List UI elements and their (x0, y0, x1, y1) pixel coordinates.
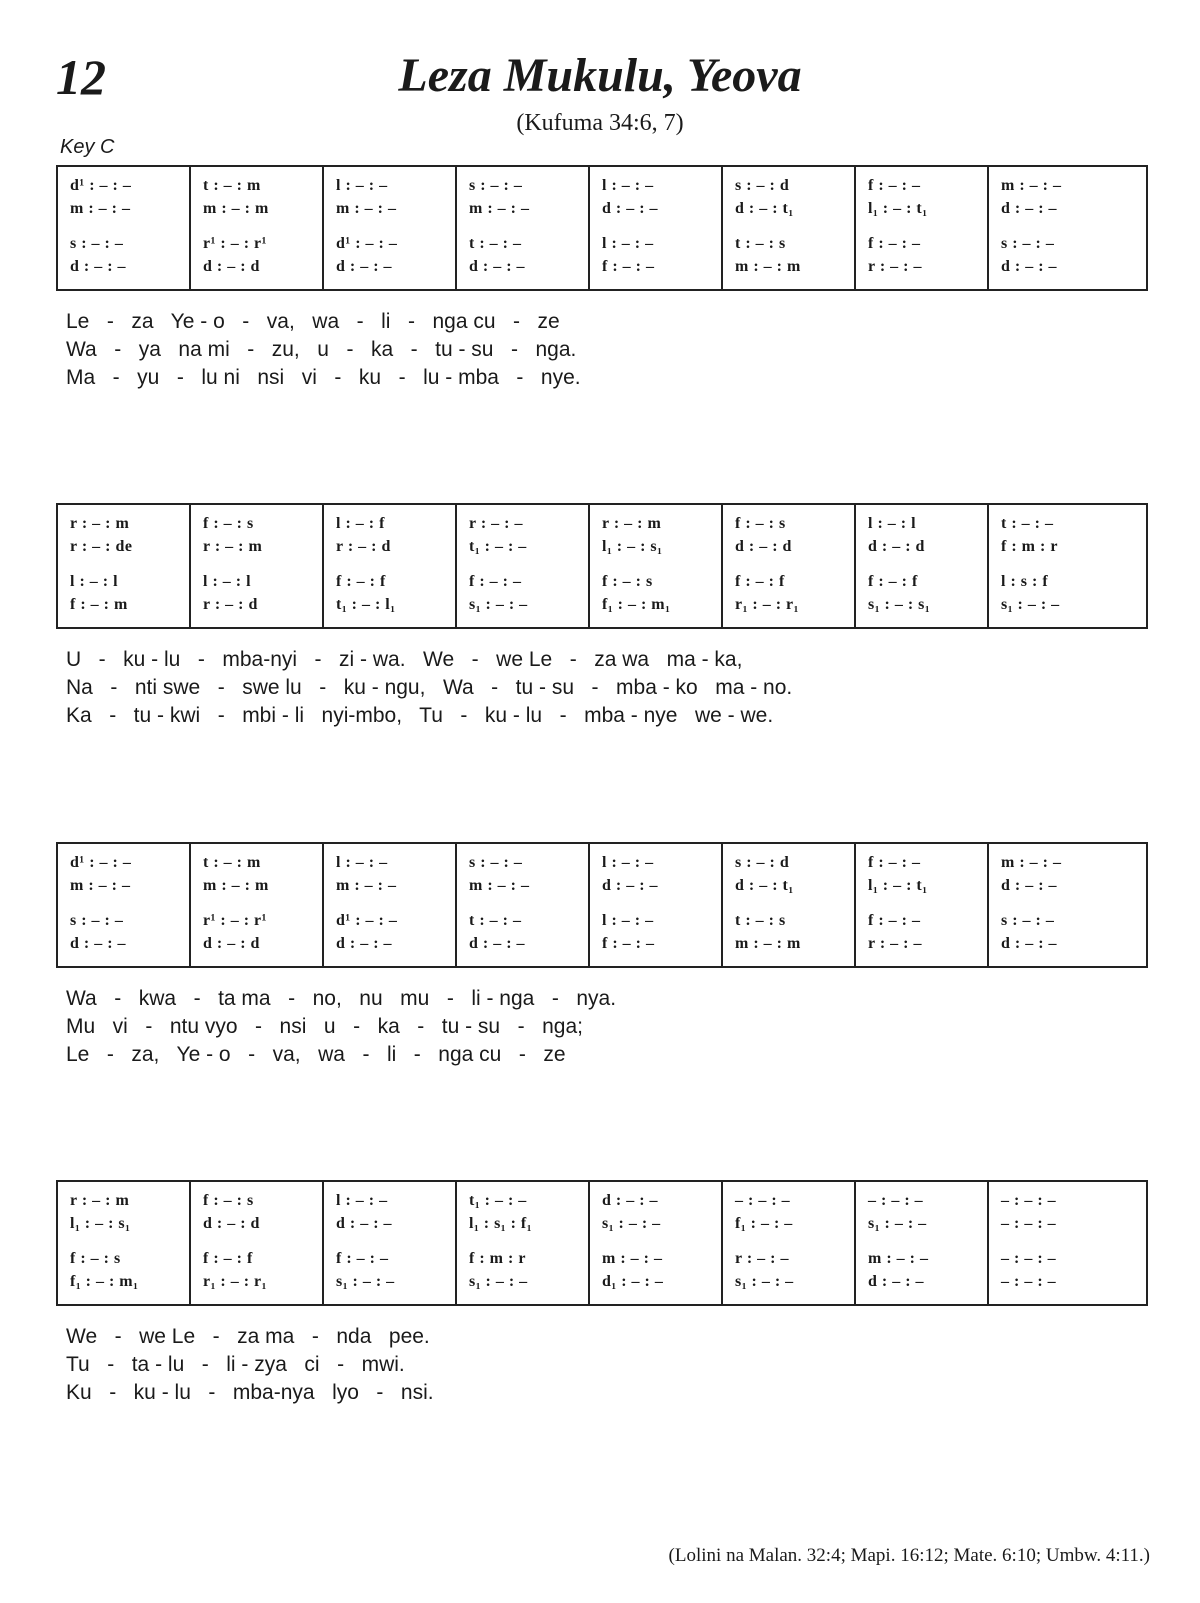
barline (987, 844, 989, 966)
voice-notes: f : – : – (602, 258, 655, 275)
barline (588, 505, 590, 627)
voice-notes: l : – : – (602, 177, 654, 194)
voice-notes: l : – : – (602, 912, 654, 929)
voice-notes: d : – : d (868, 538, 925, 555)
voice-notes: r¹ : – : r¹ (203, 912, 267, 929)
voice-notes: s₁ : – : – (1001, 596, 1060, 613)
barline (455, 505, 457, 627)
voice-notes: s : – : d (735, 854, 790, 871)
barline (322, 505, 324, 627)
voice-notes: d : – : – (868, 1273, 925, 1290)
voice-notes: s : – : – (1001, 912, 1055, 929)
voice-notes: d₁ : – : – (602, 1273, 664, 1290)
voice-notes: r : – : d (203, 596, 258, 613)
voice-notes: s₁ : – : – (469, 596, 528, 613)
voice-notes: f : – : – (868, 854, 921, 871)
voice-notes: r : – : – (735, 1250, 789, 1267)
voice-notes: m : – : – (602, 1250, 663, 1267)
voice-notes: d¹ : – : – (70, 177, 132, 194)
lyric-line: Le - za, Ye - o - va, wa - li - nga cu - ze (66, 1043, 566, 1066)
voice-notes: l₁ : – : s₁ (602, 538, 663, 555)
voice-notes: – : – : – (1001, 1273, 1057, 1290)
voice-notes: s : – : – (70, 912, 124, 929)
voice-notes: f₁ : – : m₁ (70, 1273, 139, 1290)
voice-notes: l : – : l (70, 573, 119, 590)
voice-notes: l : – : – (602, 854, 654, 871)
voice-notes: f : – : – (868, 235, 921, 252)
barline (189, 844, 191, 966)
voice-notes: m : – : – (336, 877, 397, 894)
voice-notes: d : – : – (1001, 258, 1058, 275)
voice-notes: d¹ : – : – (336, 912, 398, 929)
voice-notes: d : – : – (602, 200, 659, 217)
notation-system (56, 1180, 1148, 1306)
voice-notes: s : – : – (1001, 235, 1055, 252)
voice-notes: s₁ : – : – (868, 1215, 927, 1232)
voice-notes: t : – : – (1001, 515, 1054, 532)
barline (854, 844, 856, 966)
voice-notes: l₁ : s₁ : f₁ (469, 1215, 533, 1232)
lyric-line: Ka - tu - kwi - mbi - li nyi-mbo, Tu - ku - lu - mba - nye we - we. (66, 704, 774, 727)
voice-notes: m : – : – (70, 877, 131, 894)
voice-notes: f : – : – (868, 912, 921, 929)
voice-notes: s : – : d (735, 177, 790, 194)
voice-notes: d : – : – (70, 935, 127, 952)
barline (322, 844, 324, 966)
notation-system (56, 165, 1148, 291)
voice-notes: f : – : s (735, 515, 786, 532)
voice-notes: m : – : m (735, 935, 801, 952)
voice-notes: r : – : – (868, 258, 922, 275)
voice-notes: f : – : s (203, 515, 254, 532)
notation-system (56, 503, 1148, 629)
voice-notes: d : – : – (336, 258, 393, 275)
voice-notes: l : – : l (203, 573, 252, 590)
voice-notes: d : – : d (203, 935, 260, 952)
voice-notes: f : – : f (868, 573, 918, 590)
voice-notes: f : – : – (602, 935, 655, 952)
voice-notes: d : – : d (735, 538, 792, 555)
key-signature: Key C (60, 136, 115, 158)
voice-notes: r : – : m (602, 515, 662, 532)
barline (721, 505, 723, 627)
voice-notes: d : – : – (1001, 200, 1058, 217)
voice-notes: m : – : – (868, 1250, 929, 1267)
voice-notes: s : – : – (469, 854, 523, 871)
voice-notes: l : – : – (336, 854, 388, 871)
voice-notes: s₁ : – : – (469, 1273, 528, 1290)
voice-notes: m : – : – (1001, 177, 1062, 194)
voice-notes: l : – : – (336, 177, 388, 194)
voice-notes: – : – : – (868, 1192, 924, 1209)
voice-notes: d¹ : – : – (336, 235, 398, 252)
voice-notes: f : – : f (735, 573, 785, 590)
voice-notes: f : – : f (203, 1250, 253, 1267)
voice-notes: f : m : r (1001, 538, 1058, 555)
hymn-number: 12 (56, 49, 106, 105)
voice-notes: r : – : m (70, 1192, 130, 1209)
voice-notes: r¹ : – : r¹ (203, 235, 267, 252)
voice-notes: f : – : s (203, 1192, 254, 1209)
voice-notes: f₁ : – : – (735, 1215, 793, 1232)
voice-notes: f₁ : – : m₁ (602, 596, 671, 613)
voice-notes: d : – : – (1001, 877, 1058, 894)
voice-notes: s₁ : – : s₁ (868, 596, 931, 613)
voice-notes: t : – : – (469, 235, 522, 252)
lyric-line: Mu vi - ntu vyo - nsi u - ka - tu - su - nga; (66, 1015, 583, 1038)
barline (588, 167, 590, 289)
voice-notes: d : – : d (203, 1215, 260, 1232)
voice-notes: d : – : – (469, 935, 526, 952)
voice-notes: m : – : – (336, 200, 397, 217)
voice-notes: f : – : s (70, 1250, 121, 1267)
voice-notes: t : – : m (203, 854, 261, 871)
voice-notes: r : – : m (203, 538, 263, 555)
barline (588, 1182, 590, 1304)
voice-notes: – : – : – (735, 1192, 791, 1209)
voice-notes: l₁ : – : t₁ (868, 877, 928, 894)
voice-notes: f : – : f (336, 573, 386, 590)
voice-notes: l : – : f (336, 515, 385, 532)
voice-notes: m : – : m (203, 200, 269, 217)
voice-notes: r : – : – (868, 935, 922, 952)
voice-notes: r₁ : – : r₁ (203, 1273, 267, 1290)
lyric-line: Tu - ta - lu - li - zya ci - mwi. (66, 1353, 405, 1376)
barline (189, 505, 191, 627)
lyric-line: Na - nti swe - swe lu - ku - ngu, Wa - tu - su - mba - ko ma - no. (66, 676, 793, 699)
voice-notes: d : – : t₁ (735, 877, 794, 894)
voice-notes: m : – : – (70, 200, 131, 217)
lyric-line: U - ku - lu - mba-nyi - zi - wa. We - we Le - za wa ma - ka, (66, 648, 743, 671)
voice-notes: d : – : – (336, 935, 393, 952)
voice-notes: d : – : – (1001, 935, 1058, 952)
lyric-line: We - we Le - za ma - nda pee. (66, 1325, 430, 1348)
voice-notes: – : – : – (1001, 1215, 1057, 1232)
voice-notes: l₁ : – : s₁ (70, 1215, 131, 1232)
barline (322, 167, 324, 289)
voice-notes: t : – : m (203, 177, 261, 194)
voice-notes: r : – : – (469, 515, 523, 532)
voice-notes: – : – : – (1001, 1192, 1057, 1209)
voice-notes: s : – : – (469, 177, 523, 194)
barline (854, 167, 856, 289)
voice-notes: t : – : – (469, 912, 522, 929)
voice-notes: r : – : d (336, 538, 391, 555)
voice-notes: l : s : f (1001, 573, 1049, 590)
voice-notes: d : – : – (602, 1192, 659, 1209)
voice-notes: – : – : – (1001, 1250, 1057, 1267)
voice-notes: l : – : – (602, 235, 654, 252)
scripture-references: (Lolini na Malan. 32:4; Mapi. 16:12; Mate. 6:10; Umbw. 4:11.) (668, 1545, 1150, 1566)
hymn-title: Leza Mukulu, Yeova (398, 49, 802, 102)
voice-notes: m : – : m (203, 877, 269, 894)
voice-notes: m : – : m (735, 258, 801, 275)
barline (854, 1182, 856, 1304)
barline (455, 844, 457, 966)
voice-notes: t₁ : – : – (469, 538, 527, 555)
voice-notes: t : – : s (735, 912, 786, 929)
barline (189, 167, 191, 289)
voice-notes: m : – : – (469, 200, 530, 217)
voice-notes: d : – : – (602, 877, 659, 894)
voice-notes: s₁ : – : – (336, 1273, 395, 1290)
voice-notes: d : – : – (336, 1215, 393, 1232)
voice-notes: l₁ : – : t₁ (868, 200, 928, 217)
barline (721, 844, 723, 966)
lyric-line: Ku - ku - lu - mba-nya lyo - nsi. (66, 1381, 434, 1404)
lyric-line: Ma - yu - lu ni nsi vi - ku - lu - mba - nye. (66, 366, 581, 389)
voice-notes: d : – : – (469, 258, 526, 275)
voice-notes: f : – : s (602, 573, 653, 590)
voice-notes: s₁ : – : – (602, 1215, 661, 1232)
barline (322, 1182, 324, 1304)
barline (455, 1182, 457, 1304)
barline (455, 167, 457, 289)
voice-notes: d : – : d (203, 258, 260, 275)
barline (987, 167, 989, 289)
barline (854, 505, 856, 627)
voice-notes: r₁ : – : r₁ (735, 596, 799, 613)
voice-notes: f : – : m (70, 596, 128, 613)
voice-notes: f : – : – (868, 177, 921, 194)
voice-notes: d : – : t₁ (735, 200, 794, 217)
voice-notes: m : – : – (469, 877, 530, 894)
voice-notes: t₁ : – : – (469, 1192, 527, 1209)
barline (987, 505, 989, 627)
barline (721, 1182, 723, 1304)
lyric-line: Wa - kwa - ta ma - no, nu mu - li - nga - nya. (66, 987, 617, 1010)
barline (189, 1182, 191, 1304)
voice-notes: f : – : – (469, 573, 522, 590)
barline (721, 167, 723, 289)
voice-notes: s₁ : – : – (735, 1273, 794, 1290)
barline (987, 1182, 989, 1304)
voice-notes: r : – : m (70, 515, 130, 532)
lyric-line: Le - za Ye - o - va, wa - li - nga cu - ze (66, 310, 560, 333)
voice-notes: d¹ : – : – (70, 854, 132, 871)
voice-notes: l : – : l (868, 515, 917, 532)
voice-notes: l : – : – (336, 1192, 388, 1209)
hymn-subtitle: (Kufuma 34:6, 7) (516, 110, 684, 136)
voice-notes: m : – : – (1001, 854, 1062, 871)
voice-notes: t : – : s (735, 235, 786, 252)
voice-notes: s : – : – (70, 235, 124, 252)
lyric-line: Wa - ya na mi - zu, u - ka - tu - su - nga. (66, 338, 577, 361)
barline (588, 844, 590, 966)
voice-notes: t₁ : – : l₁ (336, 596, 396, 613)
voice-notes: f : – : – (336, 1250, 389, 1267)
voice-notes: r : – : de (70, 538, 133, 555)
notation-system (56, 842, 1148, 968)
voice-notes: f : m : r (469, 1250, 526, 1267)
voice-notes: d : – : – (70, 258, 127, 275)
